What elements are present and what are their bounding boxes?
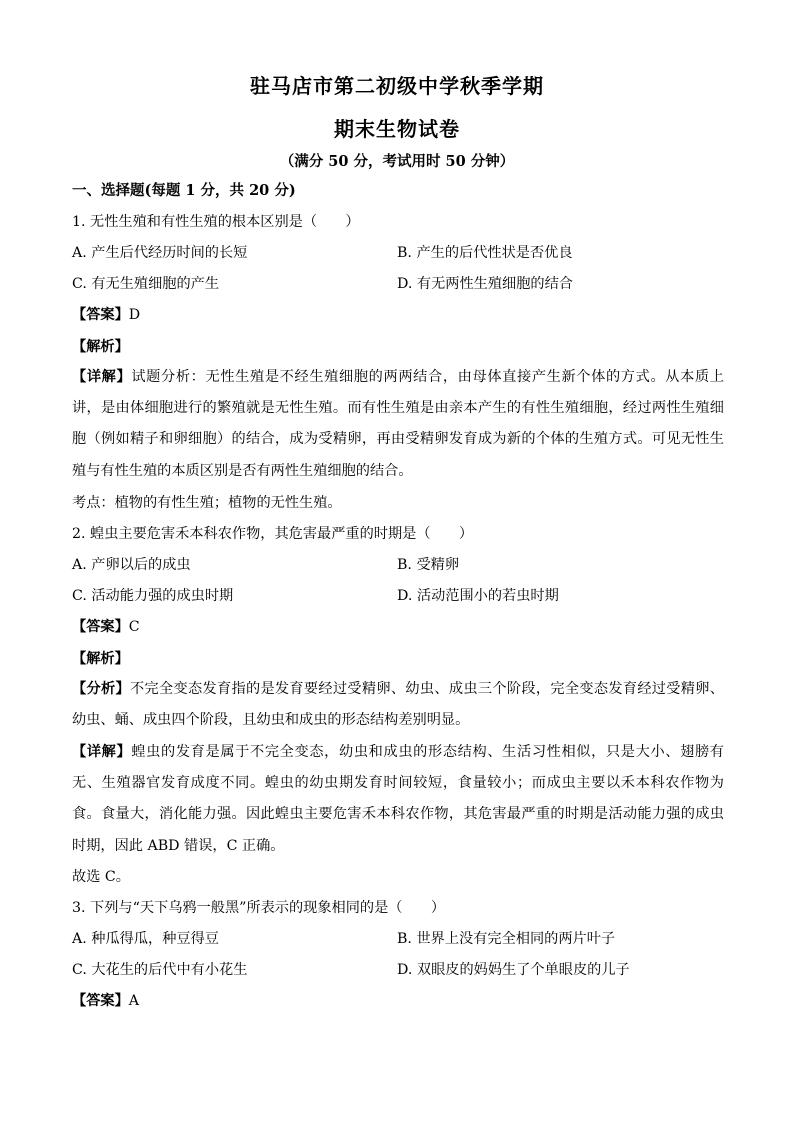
q1-detail xyxy=(72,362,724,487)
q2-detail xyxy=(72,737,724,862)
detail-label: 【详解】 xyxy=(72,744,132,760)
q2-answer: C xyxy=(128,619,140,635)
q3-answer: A xyxy=(128,993,140,1009)
q2-conclusion: 故选 C。 xyxy=(72,869,130,885)
q2-option-a: A. 产卵以后的成虫 xyxy=(72,557,191,573)
q1-option-d: D. 有无两性生殖细胞的结合 xyxy=(397,276,573,292)
q1-answer-line xyxy=(72,305,722,325)
q2-fenxi-text: 不完全变态发育指的是发育要经过受精卵、幼虫、成虫三个阶段，完全变态发育经过受精卵、幼虫、蛹、成虫四个阶段，且幼虫和成虫的形态结构差别明显。 xyxy=(72,681,724,729)
q3-stem: 3. 下列与“天下乌鸦一般黑”所表示的现象相同的是（ ） xyxy=(72,900,446,916)
exam-note: （满分 50 分，考试用时 50 分钟） xyxy=(279,153,515,170)
analysis-label: 【解析】 xyxy=(72,339,129,355)
q1-analysis-label xyxy=(72,337,722,357)
exam-title: 期末生物试卷 xyxy=(334,117,460,141)
q2-option-b: B. 受精卵 xyxy=(397,557,460,573)
q2-stem: 2. 蝗虫主要危害禾本科农作物，其危害最严重的时期是（ ） xyxy=(72,526,474,542)
answer-label: 【答案】 xyxy=(72,619,129,635)
q3-option-c: C. 大花生的后代中有小花生 xyxy=(72,962,248,978)
q2-analysis-label xyxy=(72,649,722,669)
q1-option-a: A. 产生后代经历时间的长短 xyxy=(72,245,248,261)
fenxi-label: 【分析】 xyxy=(72,681,130,697)
q1-answer: D xyxy=(128,307,141,323)
q2-option-c: C. 活动能力强的成虫时期 xyxy=(72,588,234,604)
q3-answer-line xyxy=(72,991,722,1011)
answer-label: 【答案】 xyxy=(72,307,129,323)
q1-stem: 1. 无性生殖和有性生殖的根本区别是（ ） xyxy=(72,214,360,230)
q2-answer-line xyxy=(72,617,722,637)
detail-label: 【详解】 xyxy=(72,369,132,385)
q3-option-a: A. 种瓜得瓜，种豆得豆 xyxy=(72,931,219,947)
answer-label: 【答案】 xyxy=(72,993,129,1009)
q2-detail-text: 蝗虫的发育是属于不完全变态，幼虫和成虫的形态结构、生活习性相似，只是大小、翅膀有无、生殖器官发育成度不同。蝗虫的幼虫期发育时间较短，食量较小；而成虫主要以禾本科农作物为食。食量大，消化能力强。因此蝗虫主要危害禾本科农作物，其危害最严重的时期是活动能力强的成虫时期，因此 ABD 错误，C 正确。 xyxy=(72,744,724,854)
q1-option-c: C. 有无生殖细胞的产生 xyxy=(72,276,220,292)
q2-option-d: D. 活动范围小的若虫时期 xyxy=(397,588,559,604)
analysis-label: 【解析】 xyxy=(72,651,129,667)
school-title: 驻马店市第二初级中学秋季学期 xyxy=(250,74,544,98)
q2-fenxi xyxy=(72,674,724,736)
q1-option-b: B. 产生的后代性状是否优良 xyxy=(397,245,573,261)
q1-detail-text: 试题分析：无性生殖是不经生殖细胞的两两结合，由母体直接产生新个体的方式。从本质上讲，是由体细胞进行的繁殖就是无性生殖。而有性生殖是由亲本产生的有性生殖细胞，经过两性生殖细胞（例如精子和卵细胞）的结合，成为受精卵，再由受精卵发育成为新的个体的生殖方式。可见无性生殖与有性生殖的本质区别是否有两性生殖细胞的结合。 xyxy=(72,369,724,479)
q3-option-d: D. 双眼皮的妈妈生了个单眼皮的儿子 xyxy=(397,962,630,978)
section-title: 一、选择题(每题 1 分，共 20 分) xyxy=(72,182,296,199)
q3-option-b: B. 世界上没有完全相同的两片叶子 xyxy=(397,931,616,947)
q1-kaodian: 考点：植物的有性生殖；植物的无性生殖。 xyxy=(72,495,342,511)
